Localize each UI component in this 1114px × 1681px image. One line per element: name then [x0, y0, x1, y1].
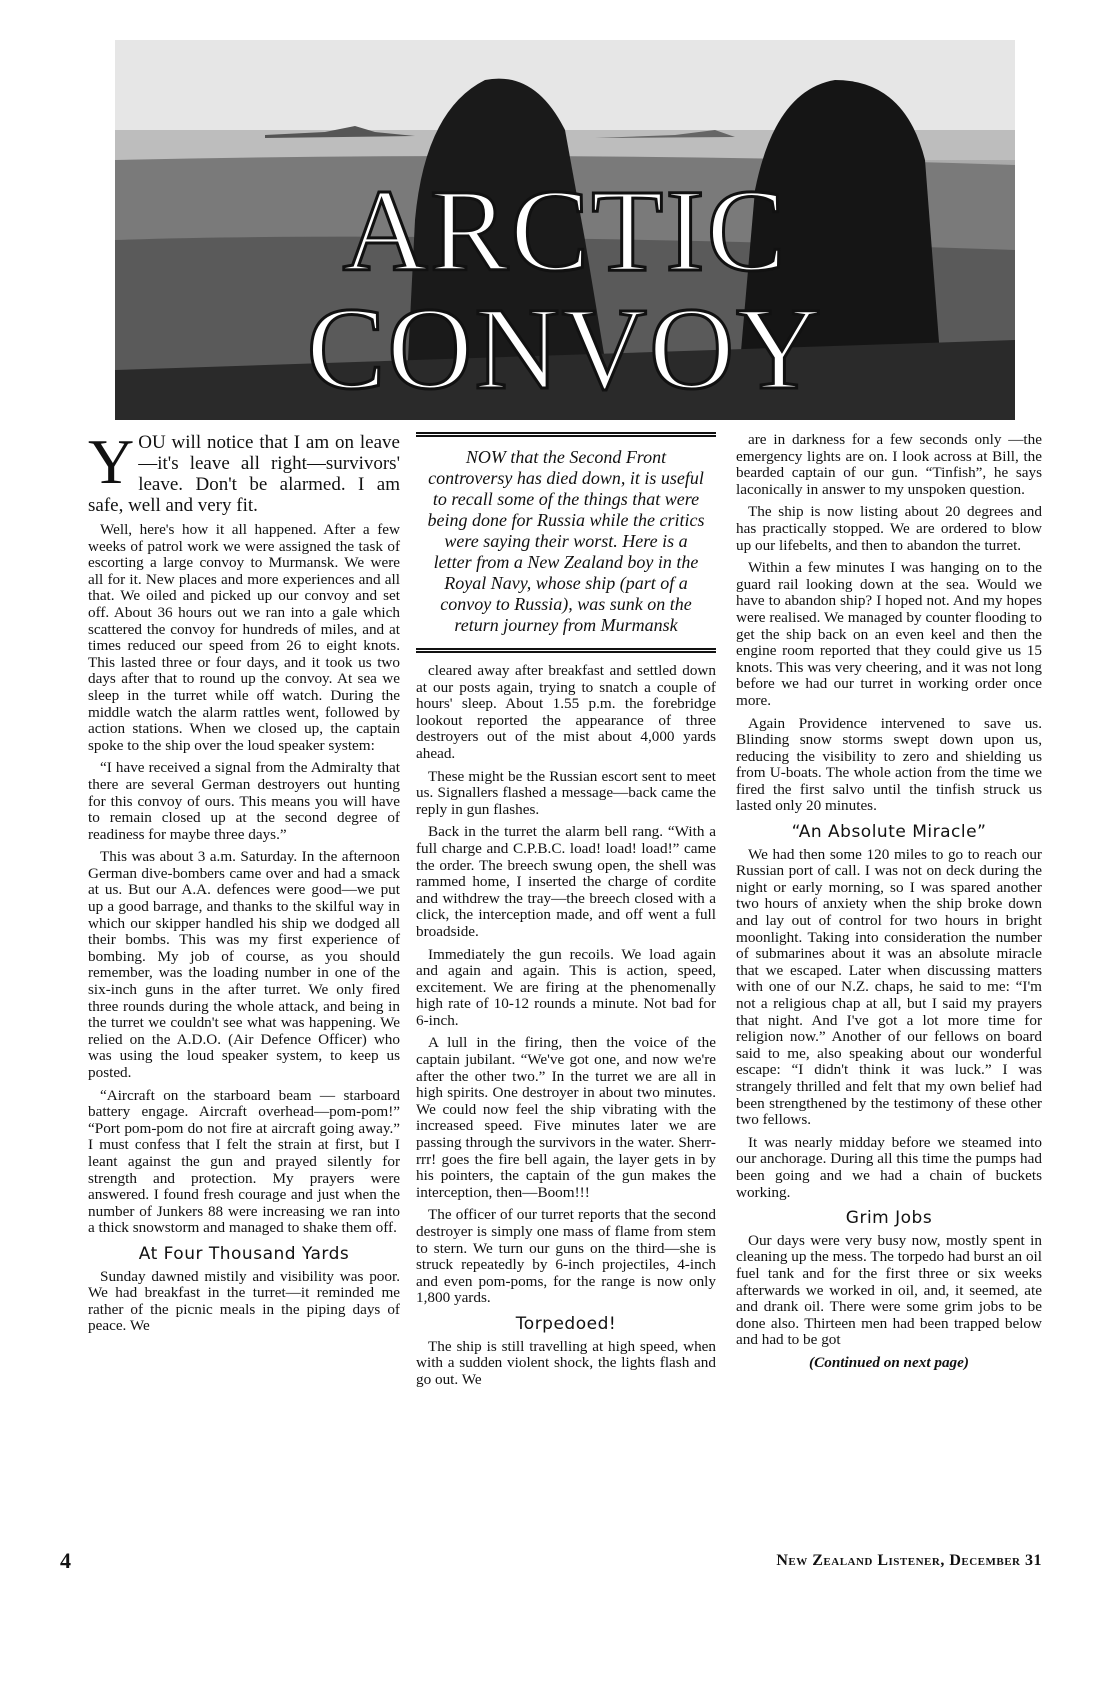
- column-1: [88, 426, 400, 1341]
- continued-note: (Continued on next page): [809, 1353, 969, 1371]
- section-heading: “An Absolute Miracle”: [791, 822, 987, 843]
- paragraph: Within a few minutes I was hanging on to the guard rail looking down at the sea. Would we have to abandon ship? I hoped not. And my hopes were realised. We managed by counter flooding to get the ship back on an even keel and then the engine room reported that they could give us 15 knots. This was very cheering, and it was not long before we had our turret in working order once more.: [736, 559, 1042, 709]
- paragraph: These might be the Russian escort sent to meet us. Signallers flashed a message—back came the reply in gun flashes.: [416, 767, 716, 818]
- page-number: 4: [60, 1548, 71, 1573]
- paragraph: This was about 3 a.m. Saturday. In the afternoon German dive-bombers came over and had a smack at us. But our A.A. defences were good—we put up a good barrage, and thanks to the skilful way in which our skipper handled his ship we dodged all their bombs. This was my first experience of bombing. My job of course, as you should remember, was the loading number in one of the six-inch guns in the after turret. We only fired three rounds during the whole attack, and being in the turret we couldn't see what was happening. We relied on the A.D.O. (Air Defence Officer) who was using the loud speaker system, to keep us posted.: [88, 848, 400, 1081]
- paragraph: cleared away after breakfast and settled down at our posts again, trying to snatch a couple of hours' sleep. About 1.55 p.m. the forebridge lookout reported the appearance of three destroyers out of the mist about 4,000 yards ahead.: [416, 662, 716, 762]
- paragraph: It was nearly midday before we steamed into our anchorage. During all this time the pumps had been going and we had a chain of buckets working.: [736, 1133, 1042, 1201]
- hero-photo: [115, 40, 1015, 420]
- intro-box: NOW that the Second Front controversy has died down, it is useful to recall some of the things that were being done for Russia while the critics were saying their worst. Here is a letter from a New Zealand boy in the Royal Navy, whose ship (part of a convoy to Russia), was sunk on the return journey from Murmansk: [416, 432, 716, 653]
- paragraph: Back in the turret the alarm bell rang. “With a full charge and C.P.B.C. load! load! load!” came the order. The breech swung open, the shell was rammed home, I inserted the charge of cordite and withdrew the tray—the breech closed with a click, the interception made, and off went a full broadside.: [416, 823, 716, 940]
- paragraph: “I have received a signal from the Admiralty that there are several German destroyers out hunting for this convoy of ours. This means you will have to remain closed up at the second degree of readiness for maybe three days.”: [88, 759, 400, 843]
- section-heading: Torpedoed!: [515, 1313, 617, 1334]
- lead-text: OU will notice that I am on leave—it's leave all right—survivors' leave. Don't be alarmed. I am safe, well and very fit.: [88, 432, 400, 516]
- paragraph: Well, here's how it all happened. After a few weeks of patrol work we were assigned the task of escorting a large convoy to Murmansk. We were all for it. New places and more experiences and all that. We oiled and picked up our convoy and set off. About 36 hours out we ran into a gale which scattered the convoy for hundreds of miles, and at times reduced our speed from 26 to eight knots. This lasted three or four days, and it took us two days after that to round up the convoy. At sea we sleep in the turret while off watch. During the middle watch the alarm rattles went, followed by action stations. When we closed up, the captain spoke to the ship over the loud speaker system:: [88, 521, 400, 754]
- column-2: [416, 432, 716, 1394]
- section-heading: At Four Thousand Yards: [138, 1243, 350, 1264]
- paragraph: Immediately the gun recoils. We load again and again and again. This is action, speed, excitement. We are firing at the phenomenally high rate of 10-12 rounds a minute. Not bad for 6-inch.: [416, 945, 716, 1029]
- paragraph: “Aircraft on the starboard beam — starboard battery engage. Aircraft overhead—pom-pom!” “Port pom-pom do not fire at aircraft going away.” I must confess that I felt the strain at first, but I leant against the gun and prayed silently for strength and protection. My prayers were answered. I found fresh courage and just when the number of Junkers 88 were increasing we ran into a thick snowstorm and managed to shake them off.: [88, 1086, 400, 1237]
- magazine-footer: New Zealand Listener, December 31: [776, 1552, 1042, 1569]
- section-heading: Grim Jobs: [845, 1208, 933, 1229]
- paragraph: The ship is still travelling at high speed, when with a sudden violent shock, the lights flash and go out. We: [416, 1337, 716, 1388]
- paragraph: Sunday dawned mistily and visibility was poor. We had breakfast in the turret—it reminded me rather of the picnic meals in the piping days of peace. We: [88, 1267, 400, 1335]
- paragraph: The ship is now listing about 20 degrees and has practically stopped. We are ordered to blow up our lifebelts, and then to abandon the turret.: [736, 503, 1042, 554]
- lead-paragraph: [88, 426, 400, 516]
- paragraph: The officer of our turret reports that the second destroyer is simply one mass of flame from stem to stern. We turn our guns on the third—she is struck repeatedly by 6-inch projectiles, 4-inch and even pom-poms, for the range is now only 1,800 yards.: [416, 1206, 716, 1307]
- paragraph: We had then some 120 miles to go to reach our Russian port of call. I was not on deck during the night or early morning, so I was spared another two hours of anxiety when the ship broke down and lay out of control for two hours in bright moonlight. Taking into consideration the number of submarines about it was an absolute miracle that we escaped. Later when discussing matters with one of our N.Z. chaps, he said to me: “I'm not a religious chap at all, but I said my prayers that night. And I've got a lot more time for religion now.” Another of our fellows on board said to me, also speaking about our wonderful escape: “I didn't think it was luck.” I was strangely thrilled and felt that my own belief had been strengthened by the testimony of these other two fellows.: [736, 845, 1042, 1129]
- article-title: ARCTIC CONVOY: [306, 165, 824, 414]
- paragraph: Again Providence intervened to save us. Blinding snow storms swept down upon us, reducing the visibility to zero and shielding us from U-boats. The whole action from the time we fired the first salvo until the tinfish struck us lasted only 20 minutes.: [736, 714, 1042, 815]
- paragraph: A lull in the firing, then the voice of the captain jubilant. “We've got one, and now we're after the other two.” In the turret we are all in high spirits. One destroyer in about two minutes. We could now feel the ship vibrating with the increased speed. Five minutes later we are passing through the survivors in the water. Sherr-rrr! goes the fire bell again, the layer gets in by his pointers, the captain of the gun makes the interception, then—Boom!!!: [416, 1034, 716, 1201]
- column-3: [736, 432, 1042, 1371]
- paragraph: are in darkness for a few seconds only —the emergency lights are on. I look across at Bill, the bearded captain of our gun. “Tinfish”, he says laconically in answer to my unspoken question.: [736, 431, 1042, 498]
- paragraph: Our days were very busy now, mostly spent in cleaning up the mess. The torpedo had burst an oil fuel tank and for the first three or six weeks afterwards we worked in oil, and, it seemed, ate and drank oil. There were some grim jobs to be done also. Thirteen men had been trapped below and had to be got: [736, 1231, 1042, 1349]
- drop-cap: Y: [88, 426, 135, 497]
